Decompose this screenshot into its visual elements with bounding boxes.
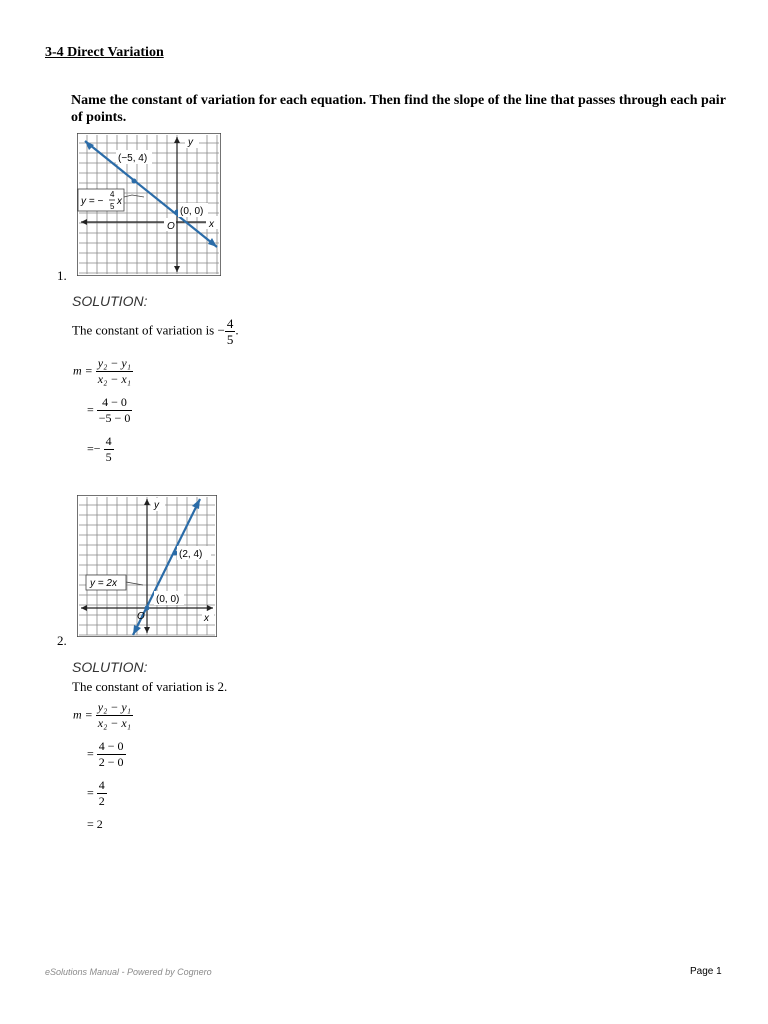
constant-sign: − [217, 322, 225, 338]
constant-text: The constant of variation is [72, 322, 215, 338]
point-a [132, 179, 137, 184]
point-b [145, 606, 150, 611]
x-axis-label: x [209, 219, 214, 230]
section-heading: 3-4 Direct Variation [45, 45, 164, 60]
problem-2-slope-formula: m = $\frac{\text{y₂ − y₁}}{\text{x₂ − x₁}}$ [73, 700, 131, 730]
problem-1-slope-formula: m = $\frac{\text{y₂ − y₁}}{\text{x₂ − x₁}}$ [73, 356, 131, 386]
origin-label: O [167, 221, 175, 232]
problem-1-constant: The constant of variation is − $\frac{4}{5}$ . [72, 316, 239, 347]
problem-2-number: 2. [57, 633, 67, 648]
equation-suffix: x [117, 196, 122, 207]
constant-fraction: $\frac{4}{5}$ [226, 316, 234, 347]
problem-2-step-3: = 2 [87, 817, 103, 831]
problem-1-number: 1. [57, 268, 67, 283]
problem-1-step-1: = $\frac{4 - 0}{-5 - 0}$ [87, 395, 131, 425]
problem-1-solution-label: SOLUTION: [72, 293, 148, 309]
problem-2-step-2: = $\frac{4}{2}$ [87, 778, 105, 808]
page-number: Page 1 [690, 966, 722, 977]
point-a-label: (2, 4) [179, 549, 203, 560]
x-axis-label: x [204, 613, 209, 624]
equation-prefix: y = − [81, 196, 104, 207]
footer-credit: eSolutions Manual - Powered by Cognero [45, 967, 212, 977]
equation-num: 4 [110, 190, 115, 199]
point-a-label: (−5, 4) [118, 153, 148, 164]
origin-label: O [137, 611, 145, 622]
problem-1-step-2: =− $\frac{4}{5}$ [87, 434, 112, 464]
point-b-label: (0, 0) [180, 206, 204, 217]
y-axis-label: y [154, 500, 159, 511]
y-axis-label: y [188, 137, 193, 148]
problem-2-constant: The constant of variation is 2. [72, 679, 228, 694]
problem-2-solution-label: SOLUTION: [72, 659, 148, 675]
problem-1-graph [77, 133, 221, 276]
problem-2-graph [77, 495, 217, 637]
equation-label: y = 2x [90, 578, 117, 589]
point-b-label: (0, 0) [156, 594, 180, 605]
instructions: Name the constant of variation for each equation. Then find the slope of the line that passes through each pair of points. [71, 93, 726, 125]
point-a [173, 551, 178, 556]
equation-den: 5 [110, 202, 115, 211]
problem-2-step-1: = $\frac{4 - 0}{2 - 0}$ [87, 739, 124, 769]
